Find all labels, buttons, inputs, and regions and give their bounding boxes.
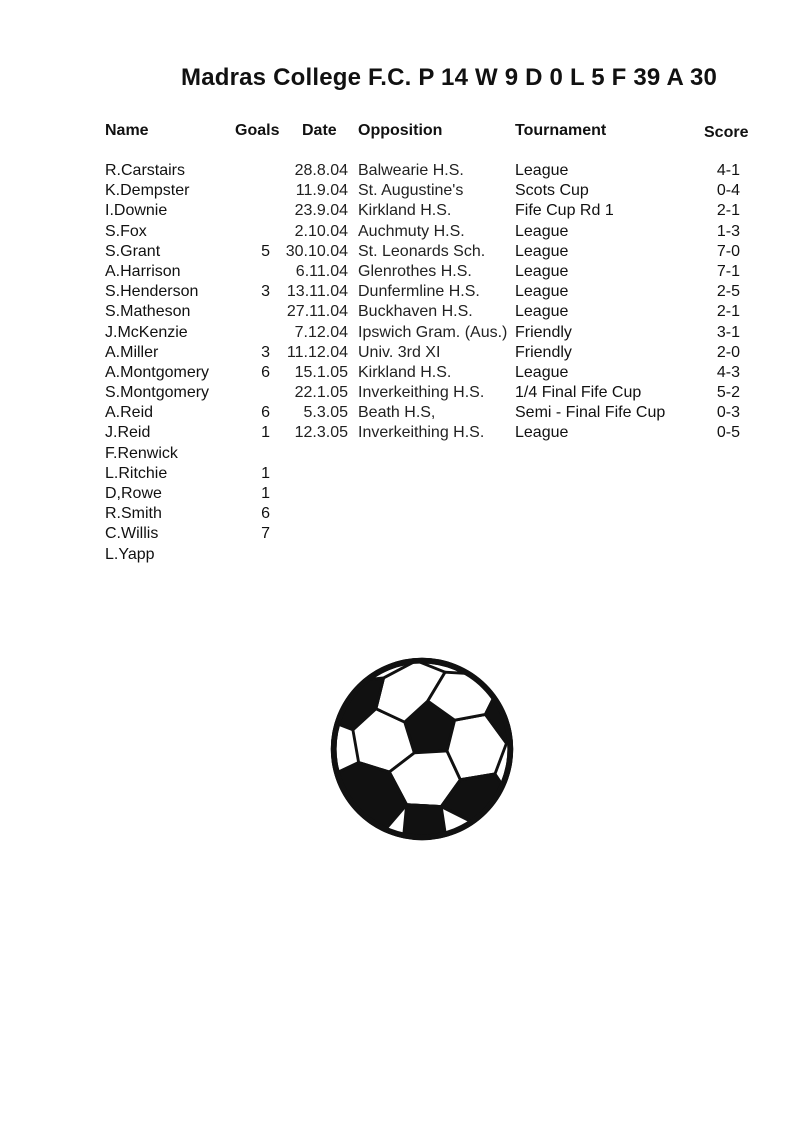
match-tournament: League (515, 303, 569, 321)
match-opposition: Balwearie H.S. (358, 162, 464, 179)
player-goals: 6 (261, 505, 270, 523)
player-goals: 1 (261, 424, 270, 442)
player-name: C.Willis (105, 525, 159, 543)
match-date: 11.12.04 (286, 343, 348, 361)
match-score: 4-3 (716, 363, 740, 381)
match-tournament: League (515, 242, 569, 260)
header-date: Date (302, 122, 337, 139)
match-date: 2.10.04 (294, 222, 348, 240)
match-score: 4-1 (716, 162, 740, 179)
player-goals (230, 545, 270, 565)
player-name: S.Grant (105, 242, 161, 260)
player-goals (230, 302, 270, 322)
player-name: S.Matheson (105, 303, 191, 321)
player-goals (230, 383, 270, 403)
match-opposition: Inverkeithing H.S. (358, 384, 485, 402)
player-goals: 1 (261, 464, 270, 482)
match-opposition: Glenrothes H.S. (358, 262, 472, 280)
match-tournament: Semi - Final Fife Cup (515, 404, 666, 422)
match-tournament: Scots Cup (515, 182, 589, 200)
match-opposition: Kirkland H.S. (358, 363, 452, 381)
match-score: 7-0 (716, 242, 740, 260)
player-name: J.Reid (105, 424, 151, 442)
match-date: 13.11.04 (286, 283, 348, 301)
football-icon (326, 653, 518, 845)
match-opposition: Buckhaven H.S. (358, 303, 473, 321)
match-score-column (690, 161, 740, 444)
match-score: 7-1 (716, 262, 740, 280)
match-date: 22.1.05 (294, 384, 348, 402)
match-tournament: Fife Cup Rd 1 (515, 202, 614, 220)
match-score: 3-1 (716, 323, 740, 341)
match-opposition-column (358, 161, 518, 444)
header-score: Score (704, 124, 749, 141)
match-opposition: Kirkland H.S. (358, 202, 452, 220)
match-tournament: 1/4 Final Fife Cup (515, 384, 642, 402)
player-name: A.Reid (105, 404, 154, 422)
player-goals (230, 222, 270, 242)
player-name: F.Renwick (105, 444, 178, 462)
match-tournament-column (515, 161, 695, 444)
player-goals: 6 (261, 404, 270, 422)
page-title: Madras College F.C. P 14 W 9 D 0 L 5 F 39 A 30 (181, 64, 718, 91)
player-name: S.Montgomery (105, 384, 210, 402)
player-goals: 7 (261, 525, 270, 543)
header-name: Name (105, 122, 149, 139)
match-date: 6.11.04 (295, 262, 348, 280)
player-name: A.Harrison (105, 262, 181, 280)
match-score: 2-1 (716, 303, 740, 321)
match-tournament: League (515, 283, 569, 301)
player-goals-column (230, 161, 270, 565)
match-tournament: Friendly (515, 343, 572, 361)
match-opposition: Dunfermline H.S. (358, 283, 480, 301)
player-goals: 3 (261, 283, 270, 301)
header-goals: Goals (235, 122, 280, 139)
player-name: R.Carstairs (105, 162, 186, 179)
match-score: 0-5 (716, 424, 740, 442)
match-date: 11.9.04 (295, 182, 348, 200)
match-tournament: League (515, 262, 569, 280)
header-tournament: Tournament (515, 122, 607, 139)
match-opposition: St. Augustine's (358, 182, 464, 200)
player-name: D,Rowe (105, 485, 162, 502)
header-opposition: Opposition (358, 122, 443, 139)
player-goals: 6 (261, 363, 270, 381)
player-name: S.Henderson (105, 283, 199, 301)
match-opposition: Univ. 3rd XI (358, 343, 441, 361)
player-goals (230, 201, 270, 221)
match-score: 2-0 (716, 343, 740, 361)
match-tournament: League (515, 424, 569, 442)
player-name: L.Yapp (105, 545, 155, 563)
match-opposition: Ipswich Gram. (Aus.) (358, 323, 508, 341)
player-name: L.Ritchie (105, 464, 168, 482)
match-opposition: Inverkeithing H.S. (358, 424, 485, 442)
player-goals (230, 323, 270, 343)
player-name: A.Montgomery (105, 363, 210, 381)
match-score: 5-2 (716, 384, 740, 402)
match-date: 30.10.04 (285, 242, 348, 260)
match-date: 27.11.04 (286, 303, 348, 321)
match-date: 23.9.04 (294, 202, 348, 220)
player-name: I.Downie (105, 202, 168, 220)
match-score: 0-3 (716, 404, 740, 422)
match-tournament: League (515, 162, 569, 179)
player-name: J.McKenzie (105, 323, 188, 341)
match-date: 28.8.04 (294, 162, 348, 179)
player-goals (230, 444, 270, 464)
match-score: 0-4 (716, 182, 740, 200)
match-tournament: League (515, 222, 569, 240)
player-goals (230, 262, 270, 282)
match-date-column (272, 161, 348, 444)
player-name: S.Fox (105, 222, 147, 240)
match-tournament: League (515, 363, 569, 381)
match-opposition: Auchmuty H.S. (358, 222, 465, 240)
player-goals: 3 (261, 343, 270, 361)
player-name: K.Dempster (105, 182, 190, 200)
player-goals (230, 181, 270, 201)
match-tournament: Friendly (515, 323, 572, 341)
match-date: 15.1.05 (294, 363, 348, 381)
match-opposition: St. Leonards Sch. (358, 242, 486, 260)
player-name: R.Smith (105, 505, 162, 523)
match-score: 2-5 (716, 283, 740, 301)
match-date: 7.12.04 (294, 323, 348, 341)
player-name: A.Miller (105, 343, 159, 361)
match-opposition: Beath H.S, (358, 404, 436, 422)
match-date: 12.3.05 (294, 424, 348, 442)
player-goals: 1 (261, 485, 270, 502)
player-goals: 5 (261, 242, 270, 260)
match-date: 5.3.05 (303, 404, 348, 422)
match-score: 1-3 (716, 222, 740, 240)
match-score: 2-1 (716, 202, 740, 220)
player-goals (230, 161, 270, 181)
